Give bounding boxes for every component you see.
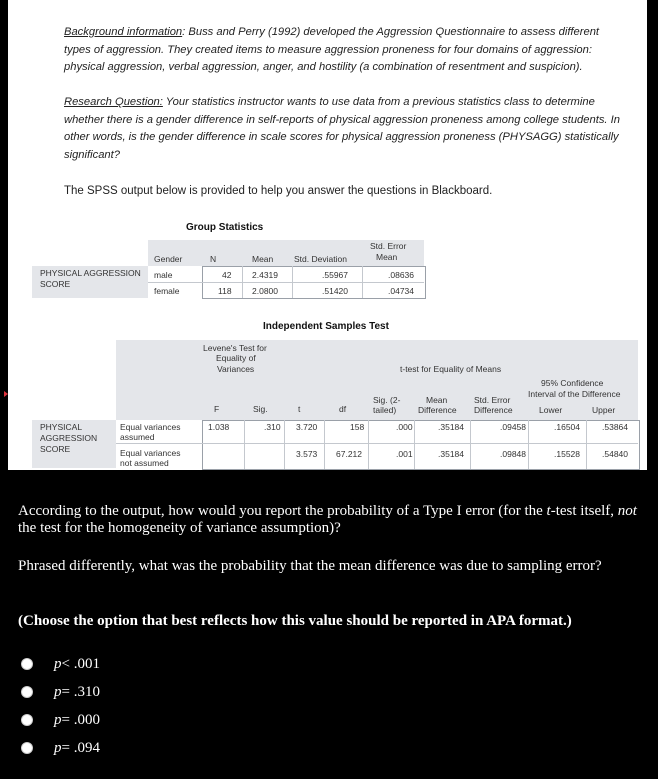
gs-row-n: 118 xyxy=(218,286,232,296)
q3-bold: (Choose the option that best reflects how this value should be reported in APA format.) xyxy=(18,613,572,629)
ist-divider xyxy=(414,420,415,469)
ist-row-lower: .15528 xyxy=(554,449,580,459)
gs-divider xyxy=(148,282,424,283)
radio-button[interactable] xyxy=(22,659,32,669)
q1-t-italic: t xyxy=(546,503,551,519)
answer-option-4[interactable] xyxy=(22,738,100,758)
ist-col-sig2-1: Sig. (2- xyxy=(373,395,401,405)
answer-option-2[interactable] xyxy=(22,682,100,702)
gs-h-n: N xyxy=(210,254,217,264)
ist-levene-1: Levene's Test for xyxy=(203,343,267,353)
ist-row-sig2: .000 xyxy=(396,422,413,432)
gs-row-se: .04734 xyxy=(388,286,414,296)
ist-row-df: 158 xyxy=(350,422,365,432)
ist-divider xyxy=(586,420,587,469)
ist-row-t: 3.720 xyxy=(296,422,318,432)
ist-row-upper: .54840 xyxy=(602,449,628,459)
ist-row-f: 1.038 xyxy=(208,422,230,432)
ist-divider xyxy=(116,443,638,444)
research-text: Your statistics instructor wants to use data from a previous statistics class to determine whether there is a gender difference in self-reports of physical aggression proneness among college students. In other words, is the gender difference in scale scores for physical aggression proneness (PHYSAGG) statistically significant? xyxy=(64,96,620,161)
ist-col-md-1: Mean xyxy=(426,395,448,405)
gs-row-mean: 2.0800 xyxy=(252,286,278,296)
ist-row-t: 3.573 xyxy=(296,449,318,459)
radio-button[interactable] xyxy=(22,715,32,725)
ist-row-sed: .09848 xyxy=(500,449,526,459)
ist-col-f: F xyxy=(214,404,220,414)
row-pointer-icon xyxy=(4,391,8,397)
ist-col-sig: Sig. xyxy=(253,404,268,414)
question-paragraph-2: Phrased differently, what was the probability that the mean difference was due to sampling error? xyxy=(18,558,602,574)
ist-row-md: .35184 xyxy=(438,449,464,459)
q1-text-b: -test itself, xyxy=(550,503,618,519)
ist-col-sig2-2: tailed) xyxy=(373,405,397,415)
ist-divider xyxy=(528,420,529,469)
option-p-italic: p xyxy=(54,655,62,672)
ist-divider xyxy=(470,420,471,469)
gs-row-sd: .51420 xyxy=(322,286,348,296)
ist-row-sed: .09458 xyxy=(500,422,526,432)
ist-variable-2: AGGRESSION xyxy=(40,433,98,443)
gs-row-mean: 2.4319 xyxy=(252,270,278,280)
ist-divider xyxy=(368,420,369,469)
option-value: = .000 xyxy=(61,711,100,728)
gs-h-se2: Mean xyxy=(376,252,398,262)
gs-row-se: .08636 xyxy=(388,270,414,280)
ist-row-label2: assumed xyxy=(120,432,155,442)
ist-row-md: .35184 xyxy=(438,422,464,432)
answer-option-3[interactable] xyxy=(22,710,100,730)
gs-variable-line1: PHYSICAL AGGRESSION xyxy=(40,268,141,278)
gs-h-se1: Std. Error xyxy=(370,241,407,251)
ist-row-upper: .53864 xyxy=(602,422,628,432)
ist-col-upper: Upper xyxy=(592,405,616,415)
radio-button[interactable] xyxy=(22,743,32,753)
ist-variable-3: SCORE xyxy=(40,444,71,454)
gs-row-gender: female xyxy=(154,286,180,296)
gs-row-gender: male xyxy=(154,270,173,280)
ist-row-label1: Equal variances xyxy=(120,448,181,458)
ist-divider xyxy=(324,420,325,469)
research-label: Research Question: xyxy=(64,96,163,108)
spss-note: The SPSS output below is provided to help you answer the questions in Blackboard. xyxy=(64,185,493,197)
answer-option-1[interactable] xyxy=(22,654,100,674)
ist-ttest-header: t-test for Equality of Means xyxy=(400,364,502,374)
background-label: Background information xyxy=(64,26,183,38)
option-p-italic: p xyxy=(54,711,62,728)
question-image-panel xyxy=(8,0,647,470)
gs-row-sd: .55967 xyxy=(322,270,348,280)
ist-col-t: t xyxy=(298,404,301,414)
ist-ci-2: Interval of the Difference xyxy=(528,389,621,399)
ist-col-sed-2: Difference xyxy=(474,405,513,415)
background-paragraph xyxy=(64,24,624,77)
ist-levene-3: Variances xyxy=(217,364,255,374)
background-text: : Buss and Perry (1992) developed the Aggression Questionnaire to assess different types of aggression. They created items to measure aggression proneness for four domains of aggression: physical aggression, verbal aggression, anger, and hostility (a combination of resentment and suspicion). xyxy=(64,26,600,74)
ist-row-lower: .16504 xyxy=(554,422,580,432)
gs-variable-line2: SCORE xyxy=(40,279,71,289)
ist-col-lower: Lower xyxy=(539,405,563,415)
option-p-italic: p xyxy=(54,683,62,700)
option-value: < .001 xyxy=(61,655,100,672)
q1-not-italic: not xyxy=(617,503,637,519)
research-paragraph xyxy=(64,94,624,164)
gs-h-gender: Gender xyxy=(154,254,183,264)
ist-col-sed-1: Std. Error xyxy=(474,395,511,405)
question-paragraph-3 xyxy=(18,613,638,630)
option-value: = .310 xyxy=(61,683,100,700)
ist-row-sig2: .001 xyxy=(396,449,413,459)
ist-levene-2: Equality of xyxy=(216,353,256,363)
radio-button[interactable] xyxy=(22,687,32,697)
group-stats-title: Group Statistics xyxy=(186,222,264,233)
ist-col-df: df xyxy=(339,404,347,414)
gs-row-n: 42 xyxy=(222,270,232,280)
ist-col-md-2: Difference xyxy=(418,405,457,415)
ist-ci-1: 95% Confidence xyxy=(541,378,604,388)
q1-text-a: According to the output, how would you report the probability of a Type I error (for the xyxy=(18,503,547,519)
option-value: = .094 xyxy=(61,739,100,756)
question-paragraph-1 xyxy=(18,503,638,537)
ist-row-label2: not assumed xyxy=(120,458,169,468)
ist-row-df: 67.212 xyxy=(336,449,362,459)
ist-divider xyxy=(244,420,245,469)
gs-h-mean: Mean xyxy=(252,254,274,264)
gs-h-sd: Std. Deviation xyxy=(294,254,347,264)
ist-divider xyxy=(284,420,285,469)
ist-variable-1: PHYSICAL xyxy=(40,422,83,432)
ist-title: Independent Samples Test xyxy=(263,321,389,332)
q1-text-c: the test for the homogeneity of variance assumption)? xyxy=(18,520,341,536)
option-p-italic: p xyxy=(54,739,62,756)
ist-row-label1: Equal variances xyxy=(120,422,181,432)
ist-row-sig: .310 xyxy=(264,422,281,432)
